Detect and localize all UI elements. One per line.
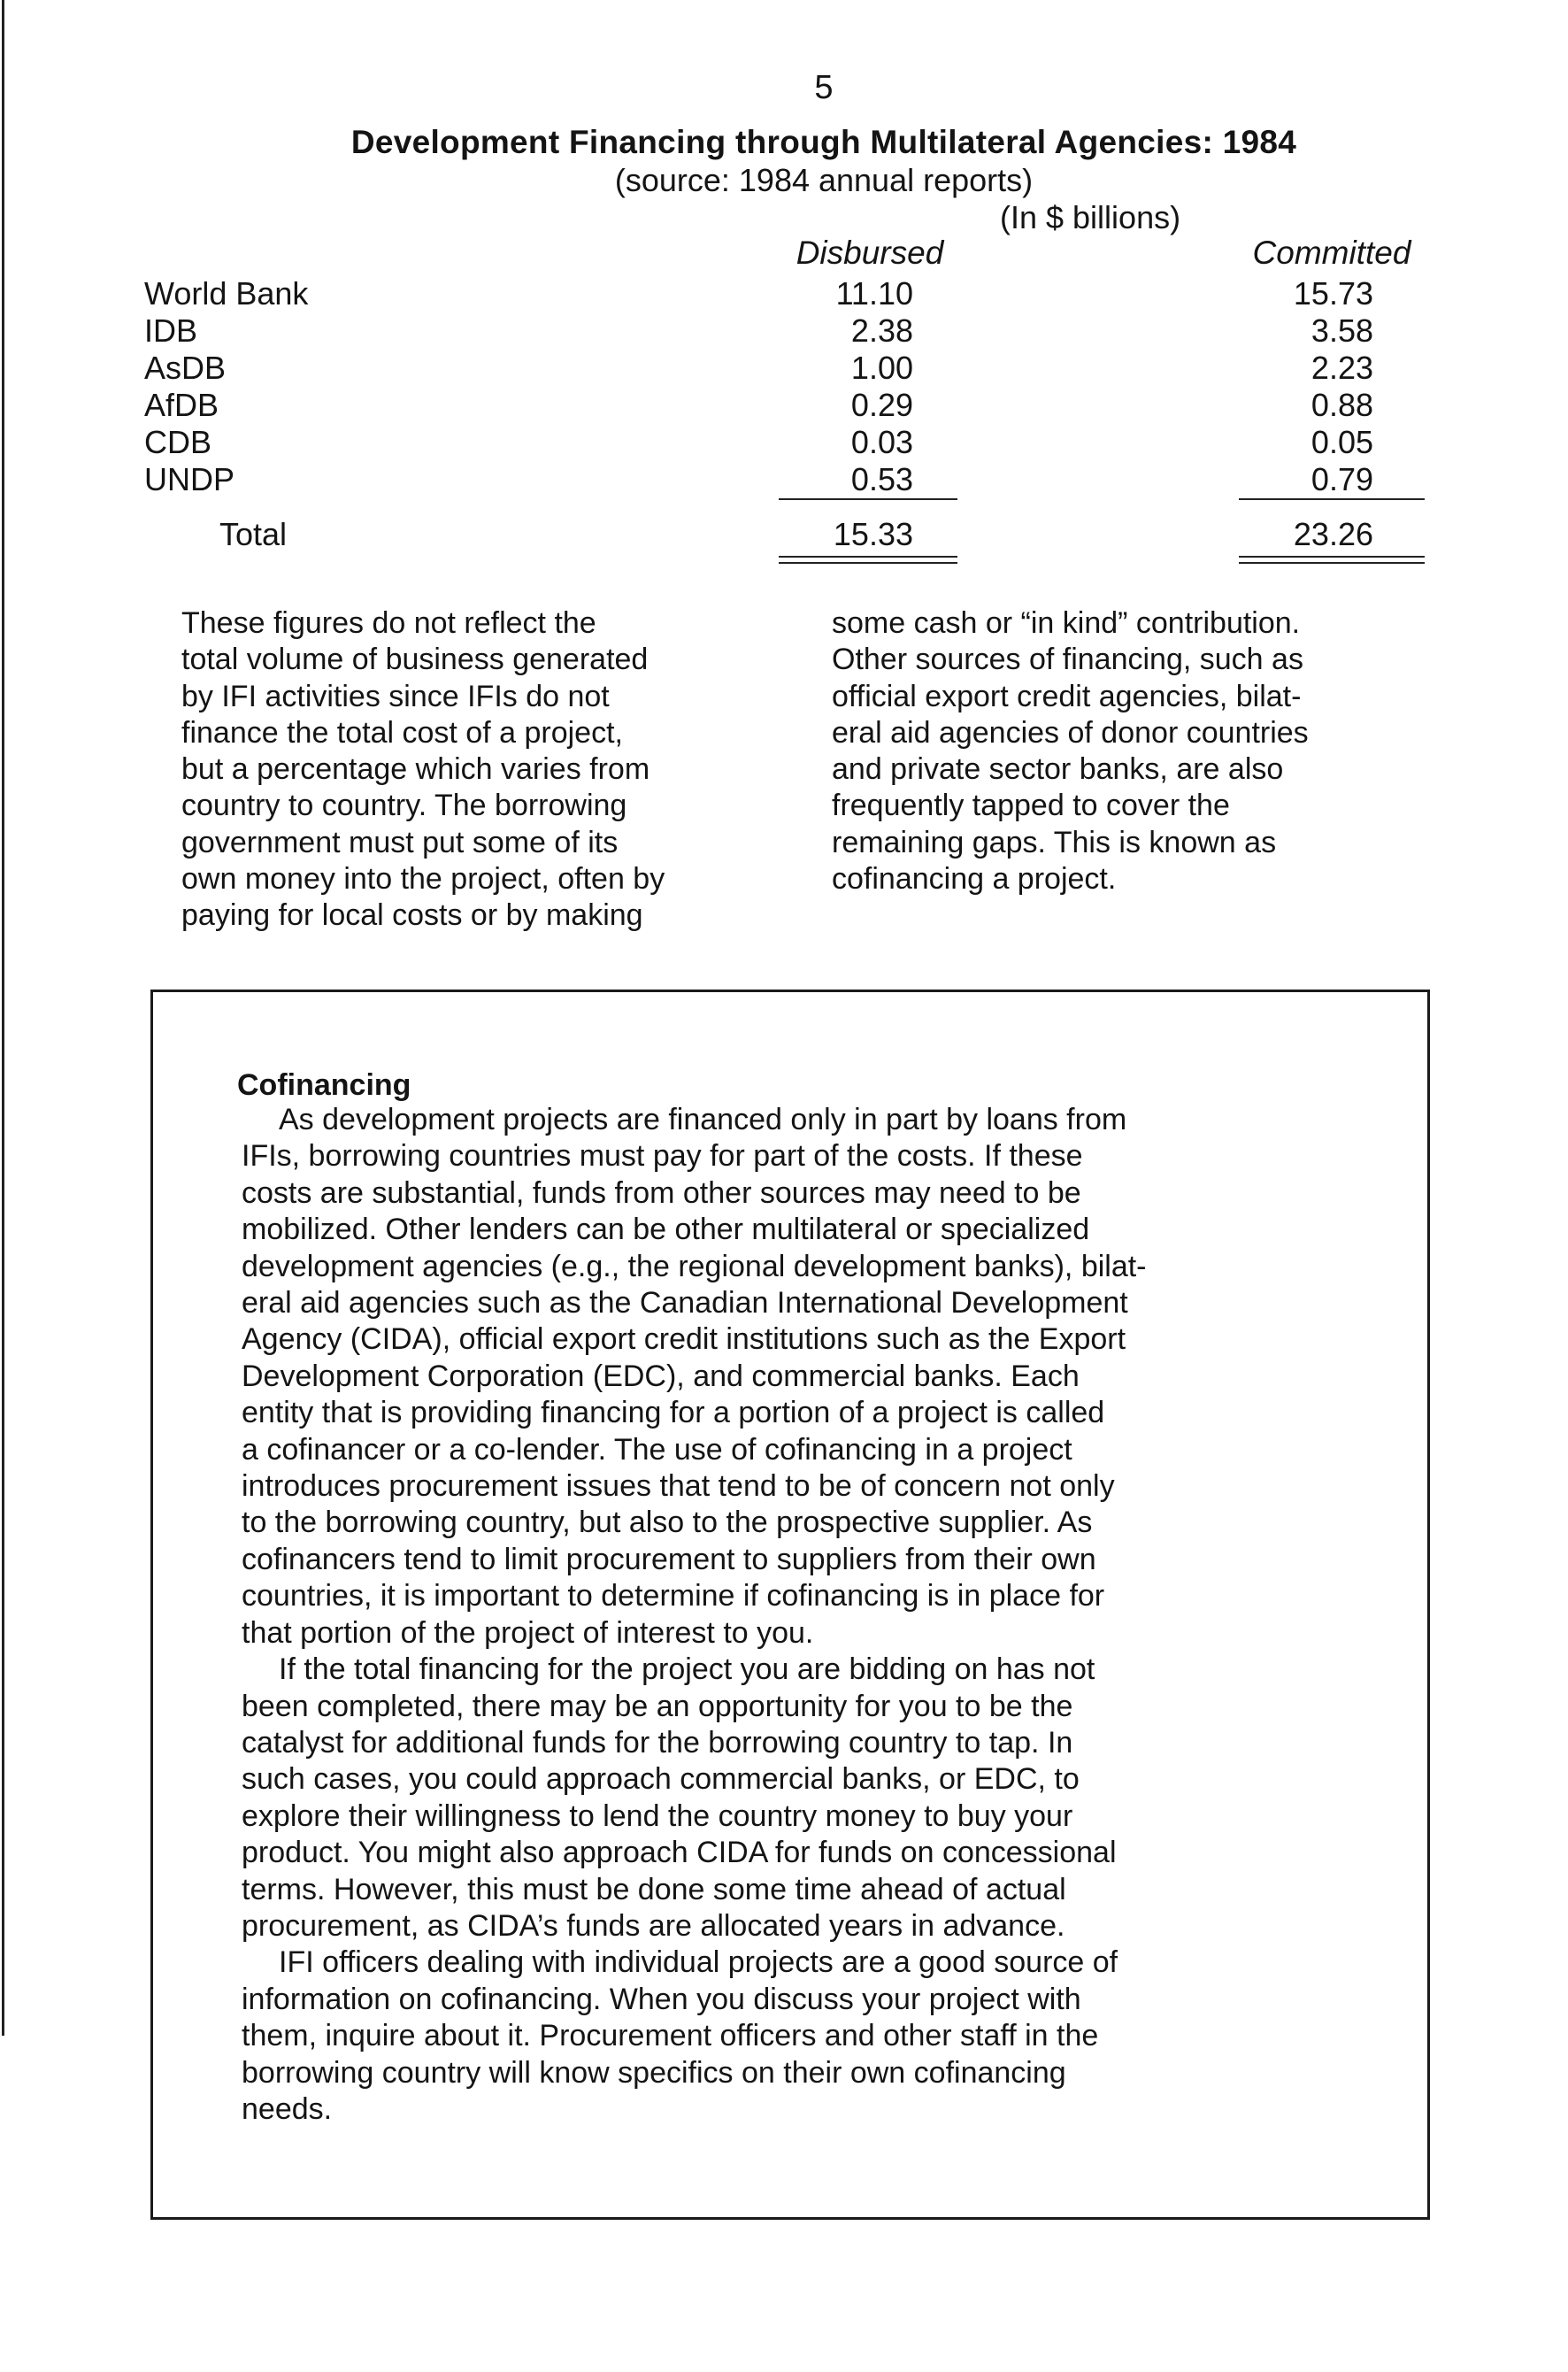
text-line: countries, it is important to determine if cofinancing is in place for xyxy=(242,1579,1105,1613)
text-line: Agency (CIDA), official export credit institutions such as the Export xyxy=(242,1322,1126,1357)
notes-right-column xyxy=(832,605,1309,897)
box-body xyxy=(242,1102,1147,2128)
committed-value: 0.05 xyxy=(1311,424,1373,460)
text-line: IFIs, borrowing countries must pay for part of the costs. If these xyxy=(242,1139,1083,1174)
text-line: cofinancers tend to limit procurement to suppliers from their own xyxy=(242,1542,1096,1576)
subtotal-rule-disbursed xyxy=(779,498,957,500)
total-double-rule-committed xyxy=(1239,562,1425,564)
text-line: borrowing country will know specifics on their own cofinancing xyxy=(242,2055,1066,2090)
table-source: (source: 1984 annual reports) xyxy=(614,162,1034,198)
disbursed-value: 2.38 xyxy=(850,312,913,349)
agency-name: IDB xyxy=(144,312,198,349)
table-row xyxy=(0,387,1568,424)
text-line: official export credit agencies, bilat- xyxy=(832,679,1302,713)
text-line: remaining gaps. This is known as xyxy=(832,825,1277,859)
text-line: finance the total cost of a project, xyxy=(181,715,623,750)
committed-value: 15.73 xyxy=(1293,275,1373,312)
text-line: development agencies (e.g., the regional development banks), bilat- xyxy=(242,1249,1147,1283)
text-line: entity that is providing financing for a portion of a project is called xyxy=(242,1396,1105,1430)
agency-name: AfDB xyxy=(144,387,219,423)
text-line: that portion of the project of interest to you. xyxy=(242,1615,814,1650)
text-line: These figures do not reflect the xyxy=(181,606,596,640)
committed-value: 3.58 xyxy=(1311,312,1373,349)
committed-value: 2.23 xyxy=(1311,350,1373,386)
text-line: and private sector banks, are also xyxy=(832,752,1284,787)
table-total-row xyxy=(0,516,1568,553)
notes-left-column xyxy=(181,605,665,935)
disbursed-value: 0.53 xyxy=(850,461,913,497)
text-line: a cofinancer or a co-lender. The use of cofinancing in a project xyxy=(242,1432,1072,1467)
disbursed-value: 11.10 xyxy=(835,275,913,312)
table-row xyxy=(0,275,1568,312)
committed-value: 0.79 xyxy=(1311,461,1373,497)
text-line: eral aid agencies such as the Canadian International Development xyxy=(242,1286,1128,1321)
total-disbursed-value: 15.33 xyxy=(833,516,913,552)
table-row xyxy=(0,312,1568,350)
disbursed-value: 0.29 xyxy=(850,387,913,423)
table-row xyxy=(0,350,1568,387)
text-line: catalyst for additional funds for the borrowing country to tap. In xyxy=(242,1725,1073,1760)
agency-name: World Bank xyxy=(144,275,309,312)
text-line: them, inquire about it. Procurement officers and other staff in the xyxy=(242,2019,1099,2053)
agency-name: AsDB xyxy=(144,350,227,386)
table-title: Development Financing through Multilateral Agencies: 1984 xyxy=(350,124,1297,160)
total-double-rule-disbursed xyxy=(779,562,957,564)
text-line: mobilized. Other lenders can be other multilateral or specialized xyxy=(242,1213,1090,1247)
text-line: procurement, as CIDA’s funds are allocated years in advance. xyxy=(242,1908,1065,1943)
page-number: 5 xyxy=(814,69,834,106)
text-line: costs are substantial, funds from other sources may need to be xyxy=(242,1175,1081,1210)
total-label: Total xyxy=(219,516,288,552)
text-line: own money into the project, often by xyxy=(181,862,665,897)
subtotal-rule-committed xyxy=(1239,498,1425,500)
text-line: IFI officers dealing with individual projects are a good source of xyxy=(279,1945,1118,1980)
total-committed-value: 23.26 xyxy=(1293,516,1373,552)
text-line: If the total financing for the project you are bidding on has not xyxy=(279,1652,1095,1687)
total-double-rule-disbursed xyxy=(779,556,957,558)
text-line: total volume of business generated xyxy=(181,643,649,677)
table-row xyxy=(0,461,1568,498)
text-line: explore their willingness to lend the country money to buy your xyxy=(242,1798,1073,1833)
column-header-disbursed: Disbursed xyxy=(796,235,944,271)
agency-name: UNDP xyxy=(144,461,235,497)
text-line: paying for local costs or by making xyxy=(181,898,643,933)
text-line: country to country. The borrowing xyxy=(181,789,627,823)
agency-name: CDB xyxy=(144,424,212,460)
text-line: but a percentage which varies from xyxy=(181,752,650,787)
text-line: such cases, you could approach commercial banks, or EDC, to xyxy=(242,1762,1080,1797)
text-line: some cash or “in kind” contribution. xyxy=(832,606,1301,640)
disbursed-value: 0.03 xyxy=(850,424,913,460)
text-line: information on cofinancing. When you discuss your project with xyxy=(242,1982,1081,2016)
table-units: (In $ billions) xyxy=(1000,199,1181,235)
text-line: to the borrowing country, but also to the prospective supplier. As xyxy=(242,1506,1093,1540)
column-header-committed: Committed xyxy=(1252,235,1411,271)
text-line: eral aid agencies of donor countries xyxy=(832,715,1309,750)
table-row xyxy=(0,424,1568,461)
text-line: government must put some of its xyxy=(181,825,619,859)
total-double-rule-committed xyxy=(1239,556,1425,558)
disbursed-value: 1.00 xyxy=(850,350,913,386)
text-line: product. You might also approach CIDA for funds on concessional xyxy=(242,1836,1117,1870)
text-line: Development Corporation (EDC), and commercial banks. Each xyxy=(242,1359,1080,1393)
text-line: Other sources of financing, such as xyxy=(832,643,1303,677)
text-line: by IFI activities since IFIs do not xyxy=(181,679,610,713)
text-line: introduces procurement issues that tend to be of concern not only xyxy=(242,1469,1115,1504)
text-line: cofinancing a project. xyxy=(832,862,1117,897)
committed-value: 0.88 xyxy=(1311,387,1373,423)
box-heading: Cofinancing xyxy=(237,1068,411,1102)
text-line: terms. However, this must be done some time ahead of actual xyxy=(242,1872,1066,1906)
text-line: As development projects are financed only in part by loans from xyxy=(279,1103,1127,1136)
text-line: frequently tapped to cover the xyxy=(832,789,1230,823)
text-line: needs. xyxy=(242,2091,333,2126)
text-line: been completed, there may be an opportunity for you to be the xyxy=(242,1689,1073,1723)
